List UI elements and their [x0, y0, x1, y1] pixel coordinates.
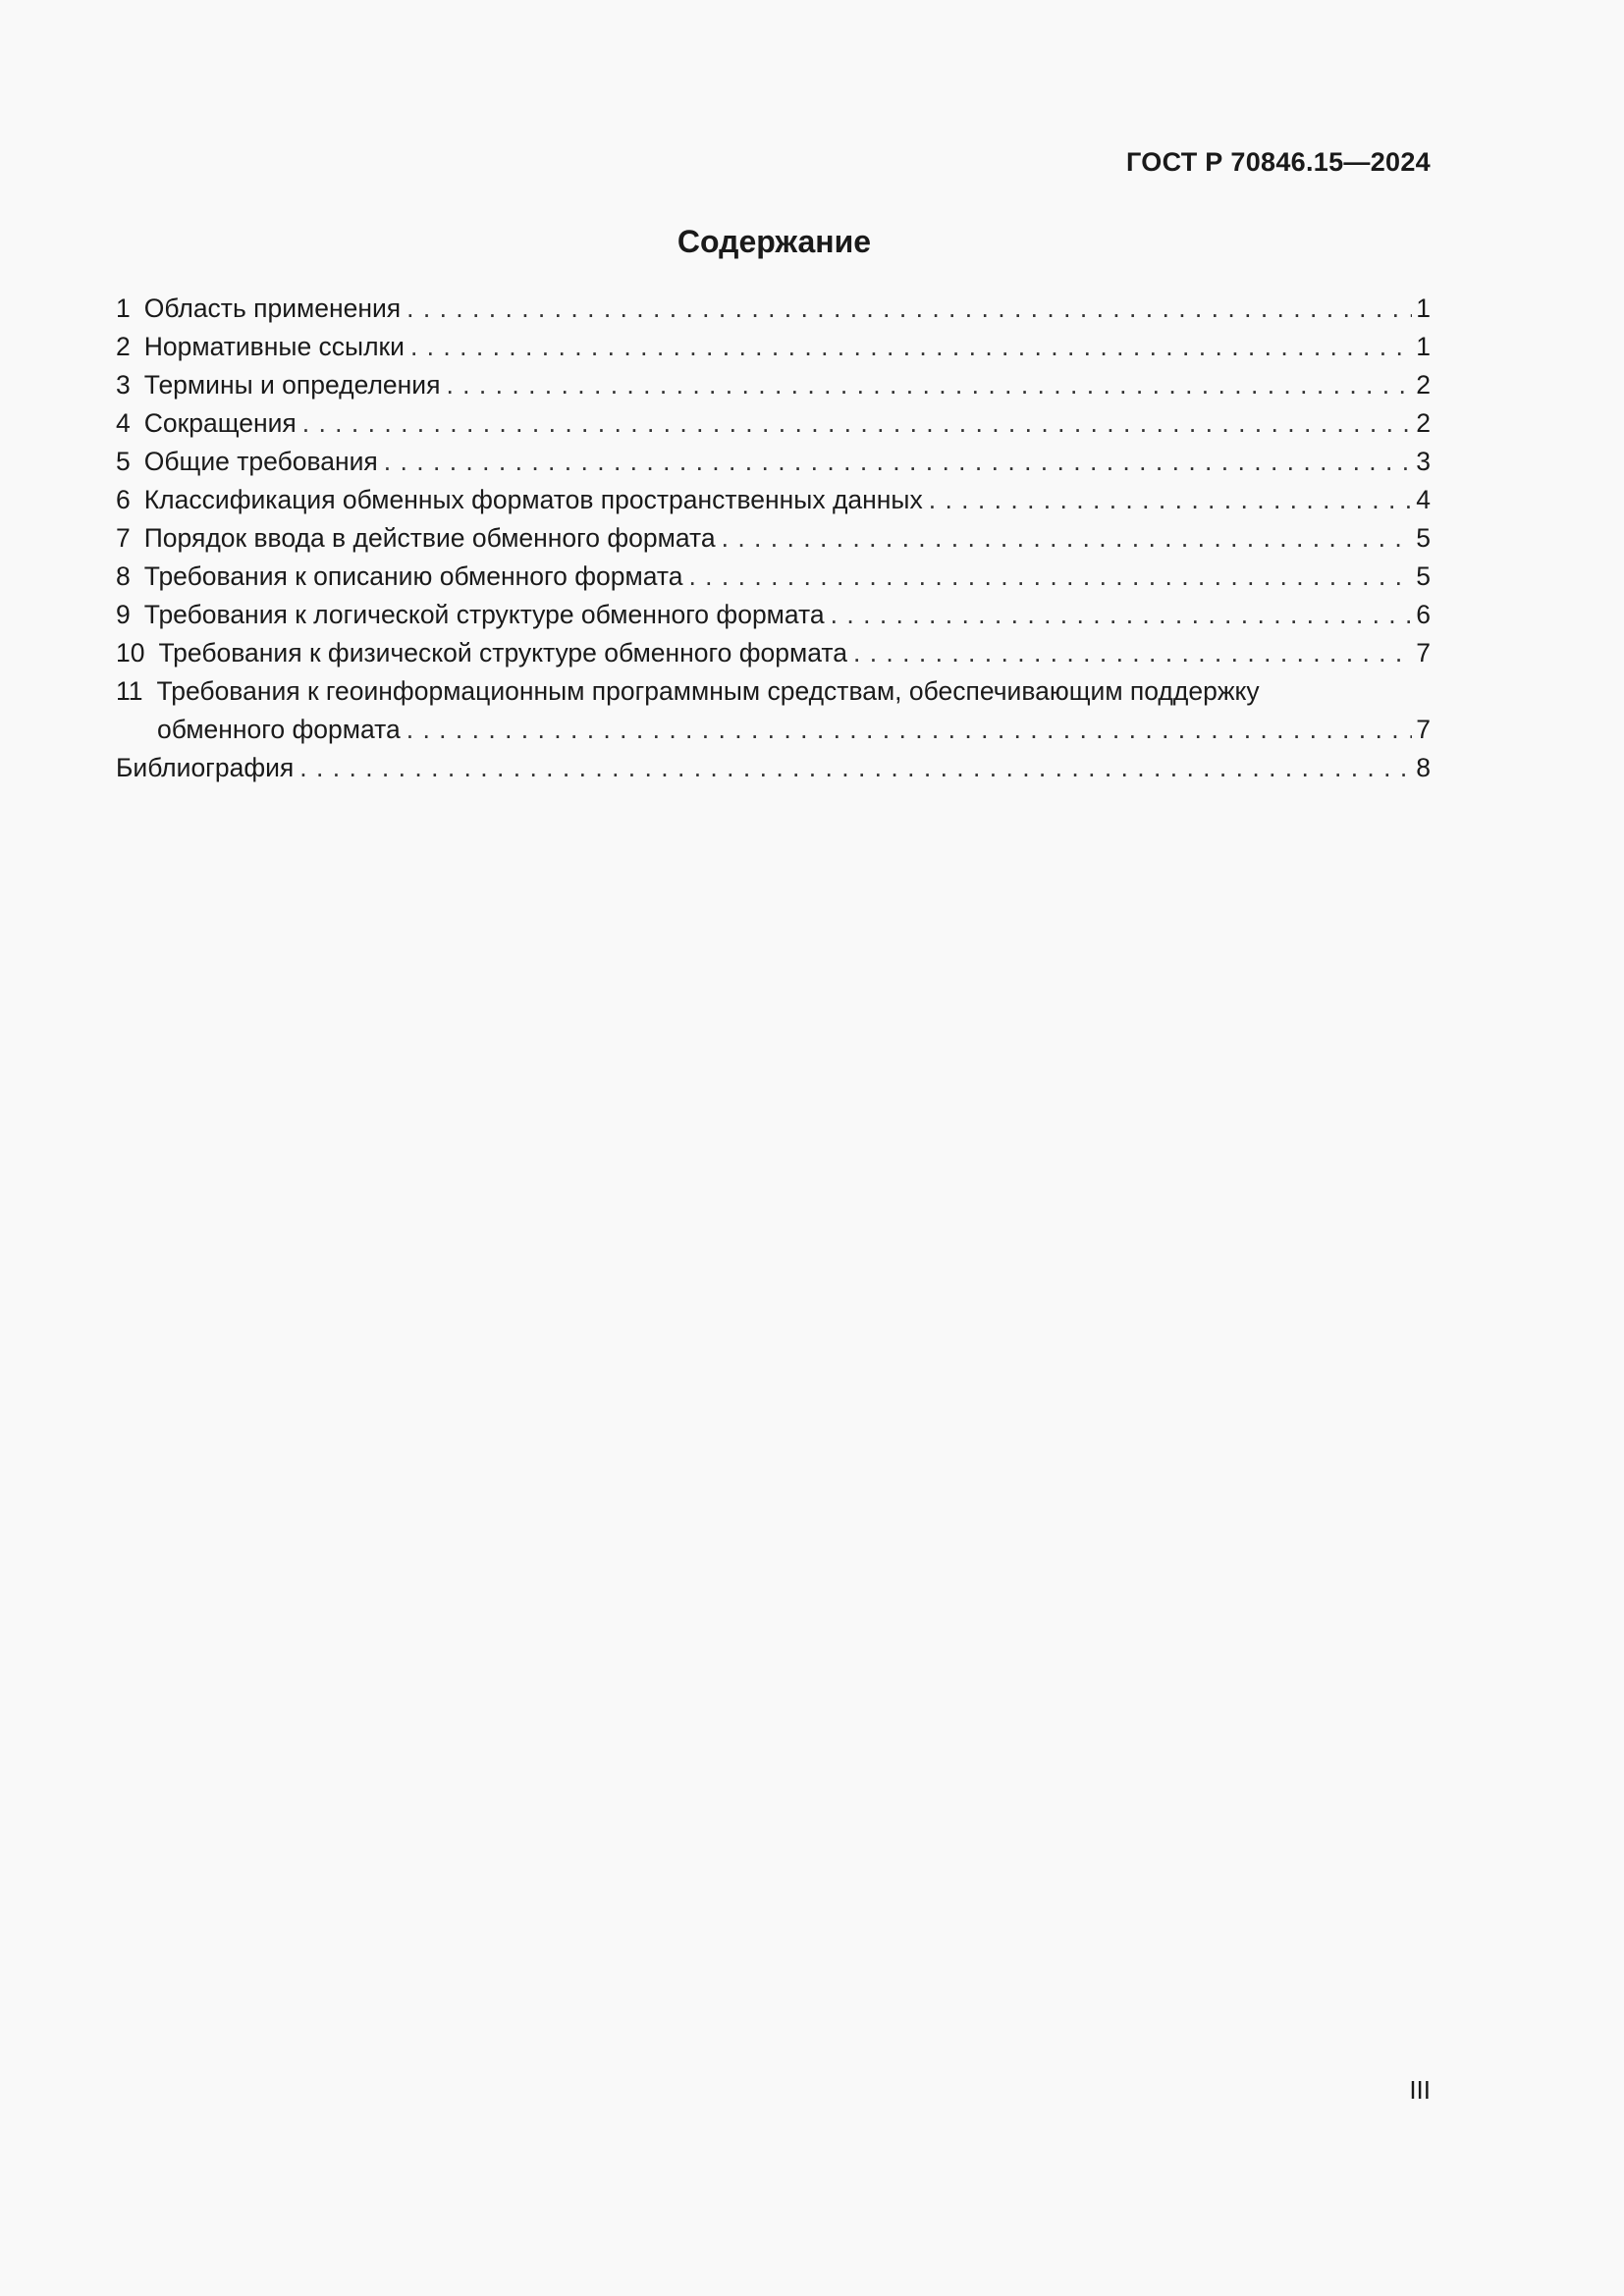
- toc-entry-title: Общие требования: [143, 447, 378, 476]
- dot-leader: [929, 481, 1413, 519]
- toc-entry-page: 5: [1416, 523, 1431, 553]
- dot-leader: [410, 328, 1412, 366]
- toc-title: Содержание: [677, 224, 872, 259]
- toc-entry-11-continuation[interactable]: [116, 711, 1431, 749]
- toc-entry-7[interactable]: [116, 519, 1431, 558]
- table-of-contents: [116, 290, 1431, 787]
- dot-leader: [853, 634, 1412, 672]
- toc-entry-title: Требования к физической структуре обменного формата: [158, 638, 847, 667]
- toc-entry-bibliography[interactable]: [116, 749, 1431, 787]
- toc-entry-number: 4: [116, 408, 131, 438]
- toc-entry-9[interactable]: [116, 596, 1431, 634]
- toc-entry-6[interactable]: [116, 481, 1431, 519]
- toc-entry-number: 6: [116, 485, 131, 514]
- document-code: ГОСТ Р 70846.15—2024: [1126, 147, 1431, 177]
- dot-leader: [302, 404, 1413, 443]
- toc-entry-page: 2: [1416, 408, 1431, 438]
- toc-entry-title-line1: Требования к геоинформационным программным средствам, обеспечивающим поддержку: [156, 676, 1260, 706]
- toc-entry-title: Библиография: [116, 753, 295, 782]
- toc-entry-title: Область применения: [143, 294, 402, 323]
- toc-entry-number: 9: [116, 600, 131, 629]
- toc-entry-8[interactable]: [116, 558, 1431, 596]
- toc-entry-title: Порядок ввода в действие обменного формата: [143, 523, 716, 553]
- toc-entry-10[interactable]: [116, 634, 1431, 672]
- toc-entry-number: 10: [116, 638, 145, 667]
- toc-entry-number: 3: [116, 370, 131, 400]
- dot-leader: [406, 290, 1412, 328]
- toc-entry-3[interactable]: [116, 366, 1431, 404]
- toc-entry-title: Термины и определения: [143, 370, 441, 400]
- toc-entry-number: 11: [116, 676, 143, 706]
- toc-entry-page: 5: [1416, 561, 1431, 591]
- toc-entry-page: 6: [1416, 600, 1431, 629]
- toc-entry-page: 1: [1416, 294, 1431, 323]
- dot-leader: [299, 749, 1412, 787]
- toc-entry-title: Требования к логической структуре обменного формата: [143, 600, 825, 629]
- toc-entry-5[interactable]: [116, 443, 1431, 481]
- toc-entry-title: Сокращения: [143, 408, 297, 438]
- toc-entry-page: 7: [1416, 715, 1431, 744]
- dot-leader: [688, 558, 1412, 596]
- toc-entry-title: Требования к описанию обменного формата: [143, 561, 683, 591]
- toc-entry-number: 7: [116, 523, 131, 553]
- toc-entry-number: 1: [116, 294, 131, 323]
- toc-entry-number: 2: [116, 332, 131, 361]
- dot-leader: [446, 366, 1412, 404]
- toc-entry-number: 8: [116, 561, 131, 591]
- toc-entry-page: 4: [1416, 485, 1431, 514]
- toc-entry-1[interactable]: [116, 290, 1431, 328]
- toc-entry-page: 7: [1416, 638, 1431, 667]
- dot-leader: [406, 711, 1413, 749]
- toc-entry-page: 3: [1416, 447, 1431, 476]
- toc-entry-title: Нормативные ссылки: [143, 332, 405, 361]
- toc-entry-page: 2: [1416, 370, 1431, 400]
- toc-entry-11[interactable]: [116, 672, 1431, 711]
- page-number: III: [1409, 2075, 1431, 2105]
- toc-entry-page: 1: [1416, 332, 1431, 361]
- toc-entry-4[interactable]: [116, 404, 1431, 443]
- toc-entry-page: 8: [1416, 753, 1431, 782]
- toc-entry-number: 5: [116, 447, 131, 476]
- toc-entry-title-line2: обменного формата: [157, 715, 401, 744]
- toc-entry-2[interactable]: [116, 328, 1431, 366]
- dot-leader: [831, 596, 1413, 634]
- dot-leader: [384, 443, 1412, 481]
- dot-leader: [722, 519, 1413, 558]
- toc-entry-title: Классификация обменных форматов пространственных данных: [143, 485, 923, 514]
